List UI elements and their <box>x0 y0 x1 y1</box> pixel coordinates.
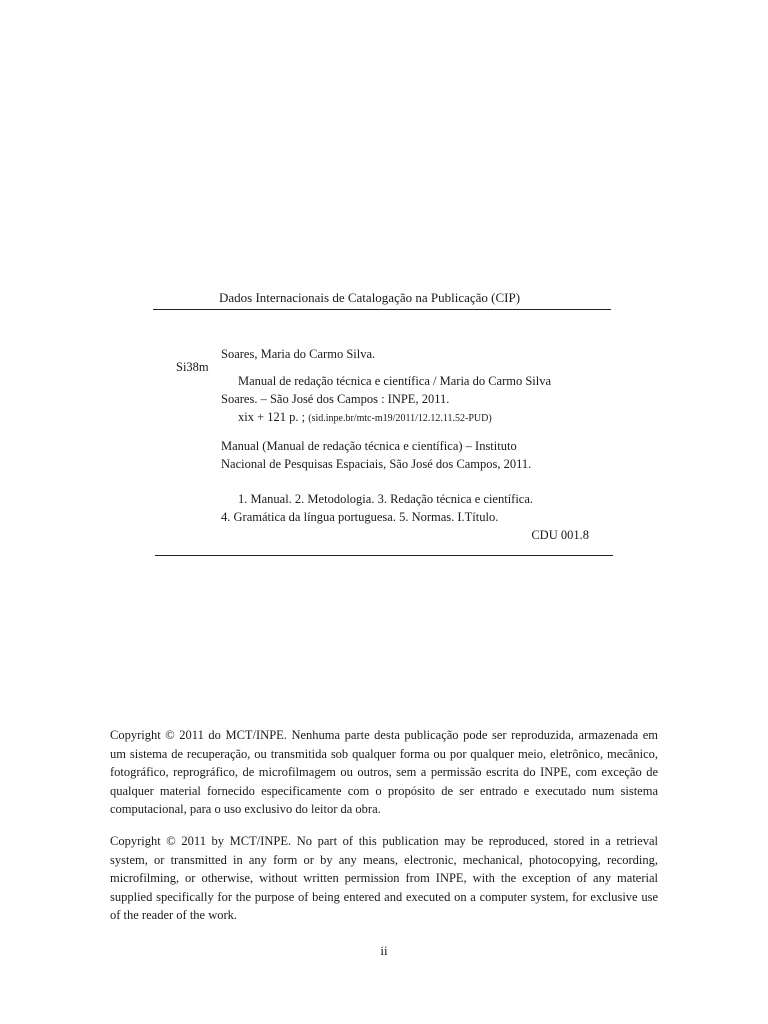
cip-pages: xix + 121 p. ; <box>238 410 306 424</box>
cip-author: Soares, Maria do Carmo Silva. <box>221 347 376 361</box>
cip-identifier: (sid.inpe.br/mtc-m19/2011/12.12.11.52-PUD) <box>308 413 492 424</box>
copyright-english-text: Copyright © 2011 by MCT/INPE. No part of this publication may be reproduced, stored in a retrieval system, or transmitted in any form or by any means, electronic, mechanical, photocopying, recording, microfilming, or otherwise, without written permission from INPE, with the exception of any material supplied specifically for the purpose of being entered and executed on a computer system, for exclusive use of the reader of the work. <box>110 834 658 923</box>
cip-subjects-line-2: 4. Gramática da língua portuguesa. 5. Normas. I.Título. <box>221 510 499 524</box>
cip-title-line-2: Soares. – São José dos Campos : INPE, 2011. <box>221 392 450 406</box>
cip-cdu: CDU 001.8 <box>531 528 589 542</box>
cip-notes-line-1: Manual (Manual de redação técnica e científica) – Instituto <box>221 439 517 453</box>
cip-bottom-rule <box>155 555 613 556</box>
cip-title-line-1: Manual de redação técnica e científica / Maria do Carmo Silva <box>238 374 552 388</box>
cip-notes-line-2: Nacional de Pesquisas Espaciais, São José dos Campos, 2011. <box>221 457 532 471</box>
copyright-portuguese-text: Copyright © 2011 do MCT/INPE. Nenhuma parte desta publicação pode ser reproduzida, armazenada em um sistema de recuperação, ou transmitida sob qualquer forma ou por qualquer meio, eletrônico, mecânico, fotográfico, reprográfico, de microfilmagem ou outros, sem a permissão escrita do INPE, com exceção de qualquer material fornecido especificamente com o propósito de ser entrado e executado num sistema computacional, para o uso exclusivo do leitor da obra. <box>110 728 658 817</box>
copyright-portuguese <box>110 726 658 819</box>
cip-top-rule <box>153 309 611 310</box>
cip-physical-description <box>221 408 589 428</box>
page-number: ii <box>380 943 388 958</box>
cip-record <box>221 345 589 544</box>
cip-heading: Dados Internacionais de Catalogação na Publicação (CIP) <box>219 290 521 305</box>
call-number: Si38m <box>176 360 209 374</box>
cip-subjects-line-1: 1. Manual. 2. Metodologia. 3. Redação técnica e científica. <box>238 492 534 506</box>
copyright-english <box>110 832 658 925</box>
